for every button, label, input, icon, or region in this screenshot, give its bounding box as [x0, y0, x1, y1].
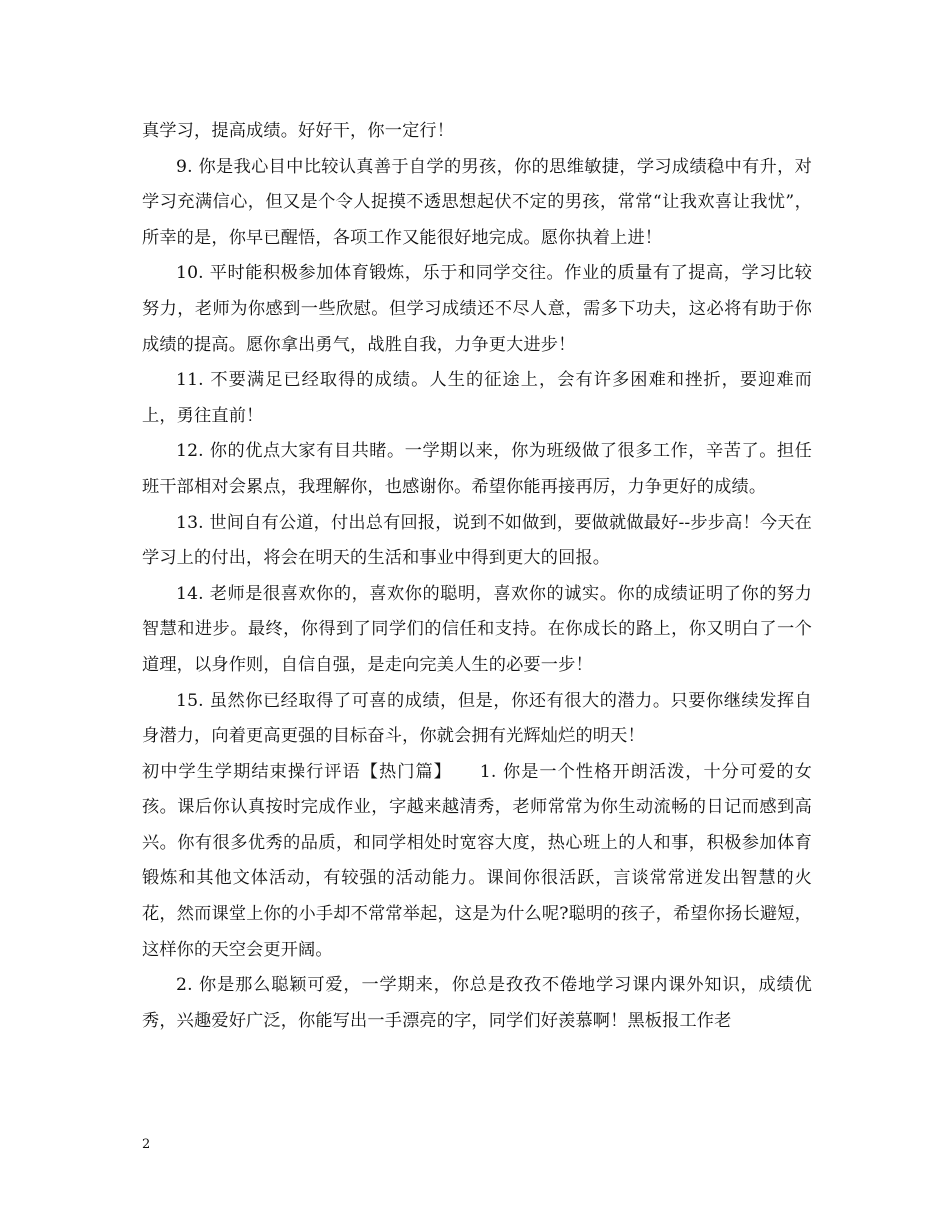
paragraph: 15. 虽然你已经取得了可喜的成绩，但是，你还有很大的潜力。只要你继续发挥自身潜力，向着更高更强的目标奋斗，你就会拥有光辉灿烂的明天！ — [142, 690, 812, 747]
paragraph: 13. 世间自有公道，付出总有回报，说到不如做到，要做就做最好--步步高！今天在学习上的付出，将会在明天的生活和事业中得到更大的回报。 — [142, 512, 812, 569]
paragraph: 11. 不要满足已经取得的成绩。人生的征途上，会有许多困难和挫折，要迎难而上，勇往直前！ — [142, 370, 812, 426]
paragraph: 12. 你的优点大家有目共睹。一学期以来，你为班级做了很多工作，辛苦了。担任班干部相对会累点，我理解你，也感谢你。希望你能再接再厉，力争更好的成绩。 — [142, 441, 812, 497]
paragraph: 14. 老师是很喜欢你的，喜欢你的聪明，喜欢你的诚实。你的成绩证明了你的努力智慧和进步。最终，你得到了同学们的信任和支持。在你成长的路上，你又明白了一个道理，以身作则，自信自强，是走向完美人生的必要一步！ — [142, 583, 812, 675]
paragraph: 9. 你是我心目中比较认真善于自学的男孩，你的思维敏捷，学习成绩稳中有升，对学习充满信心，但又是个令人捉摸不透思想起伏不定的男孩，常常“让我欢喜让我忧”，所幸的是，你早已醒悟，各项工作又能很好地完成。愿你执着上进！ — [142, 156, 812, 248]
paragraph: 真学习，提高成绩。好好干，你一定行！ — [142, 121, 455, 141]
section-heading-paragraph: 初中学生学期结束操行评语【热门篇】 1. 你是一个性格开朗活泼，十分可爱的女孩。课后你认真按时完成作业，字越来越清秀，老师常常为你生动流畅的日记而感到高兴。你有很多优秀的品质，和同学相处时宽容大度，热心班上的人和事，积极参加体育锻炼和其他文体活动，有较强的活动能力。课间你很活跃，言谈常常迸发出智慧的火花，然而课堂上你的小手却不常常举起，这是为什么呢?聪明的孩子，希望你扬长避短，这样你的天空会更开阔。 — [142, 761, 812, 960]
page-number: 2 — [142, 1137, 151, 1152]
document-body — [142, 114, 812, 1039]
paragraph: 2. 你是那么聪颖可爱，一学期来，你总是孜孜不倦地学习课内课外知识，成绩优秀，兴趣爱好广泛，你能写出一手漂亮的字，同学们好羡慕啊！黑板报工作老 — [142, 975, 812, 1031]
paragraph: 10. 平时能积极参加体育锻炼，乐于和同学交往。作业的质量有了提高，学习比较努力，老师为你感到一些欣慰。但学习成绩还不尽人意，需多下功夫，这必将有助于你成绩的提高。愿你拿出勇气，战胜自我，力争更大进步！ — [142, 263, 812, 355]
